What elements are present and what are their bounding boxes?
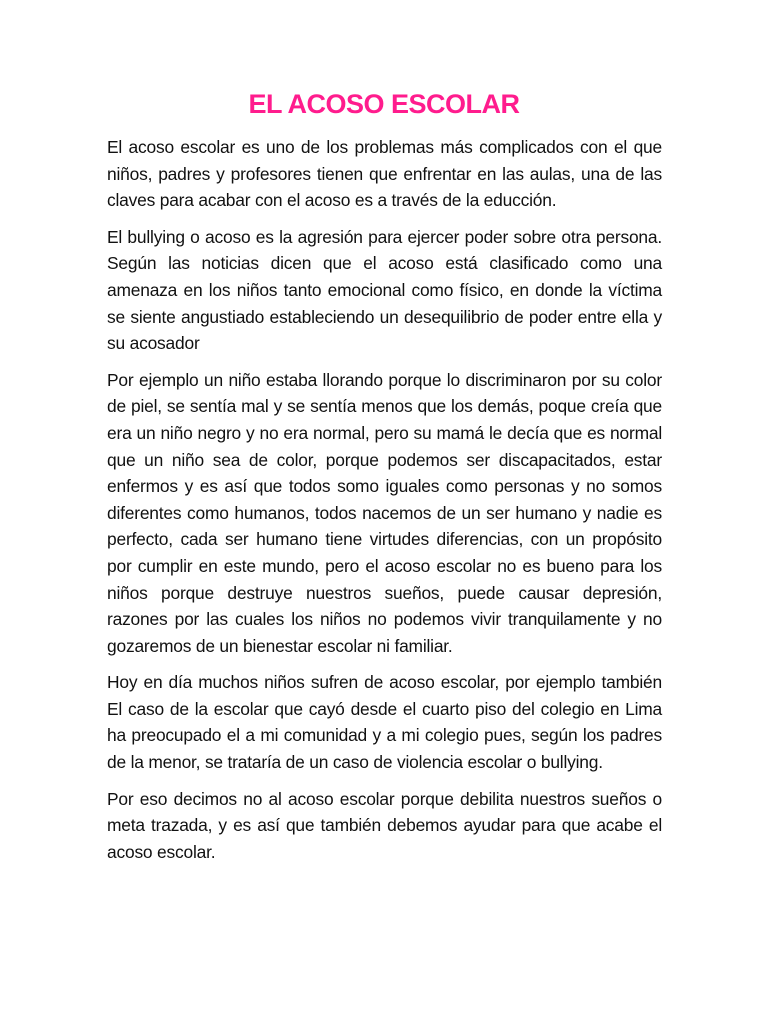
paragraph-5: Por eso decimos no al acoso escolar porque debilita nuestros sueños o meta trazada, y es así que también debemos ayudar para que acabe el acoso escolar.: [107, 788, 662, 862]
paragraph-3: Por ejemplo un niño estaba llorando porque lo discriminaron por su color de piel, se sentía mal y se sentía menos que los demás, poque creía que era un niño negro y no era normal, pero su mamá le decía que es normal que un niño sea de color, porque podemos ser discapacitados, estar enfermos y es así que todos somo iguales como personas y no somos diferentes como humanos, todos nacemos de un ser humano y nadie es perfecto, cada ser humano tiene virtudes diferencias, con un propósito por cumplir en este mundo, pero el acoso escolar no es bueno para los niños porque destruye nuestros sueños, puede causar depresión, razones por las cuales los niños no podemos vivir tranquilamente y no gozaremos de un bienestar escolar ni familiar.: [107, 369, 662, 656]
paragraph-2: El bullying o acoso es la agresión para ejercer poder sobre otra persona. Según las noticias dicen que el acoso está clasificado como una amenaza en los niños tanto emocional como físico, en donde la víctima se siente angustiado estableciendo un desequilibrio de poder entre ella y su acosador: [107, 226, 662, 354]
paragraph-4: Hoy en día muchos niños sufren de acoso escolar, por ejemplo también El caso de la escolar que cayó desde el cuarto piso del colegio en Lima ha preocupado el a mi comunidad y a mi colegio pues, según los padres de la menor, se trataría de un caso de violencia escolar o bullying.: [107, 672, 662, 773]
document-title: EL ACOSO ESCOLAR: [248, 89, 520, 119]
paragraph-1: El acoso escolar es uno de los problemas más complicados con el que niños, padres y profesores tienen que enfrentar en las aulas, una de las claves para acabar con el acoso es a través de la educción.: [107, 137, 662, 211]
document-body: [107, 134, 662, 875]
